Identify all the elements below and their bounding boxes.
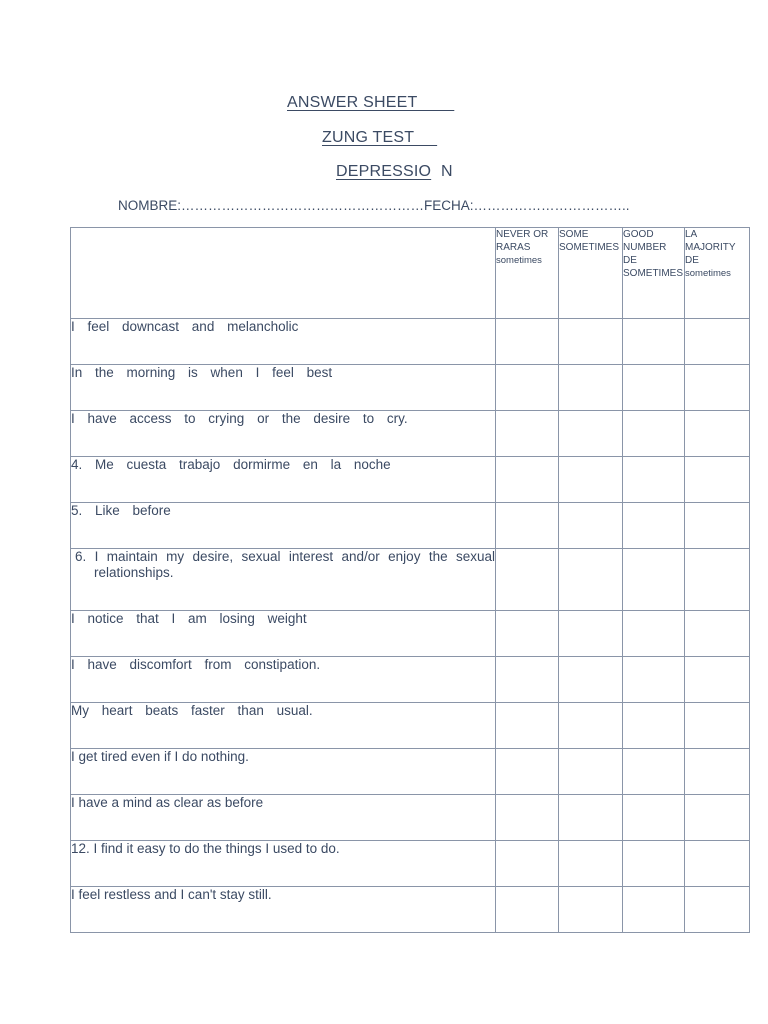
answer-cell-majority[interactable] bbox=[685, 503, 750, 549]
question-row bbox=[71, 795, 750, 841]
answer-cell-good-number[interactable] bbox=[623, 457, 685, 503]
question-row bbox=[71, 611, 750, 657]
question-text: I feel restless and I can't stay still. bbox=[71, 887, 496, 933]
answer-cell-never[interactable] bbox=[496, 365, 559, 411]
question-row bbox=[71, 749, 750, 795]
answer-cell-never[interactable] bbox=[496, 887, 559, 933]
answer-cell-majority[interactable] bbox=[685, 703, 750, 749]
answer-sheet-title: ANSWER SHEET bbox=[287, 94, 455, 111]
question-text: 6. I maintain my desire, sexual interest and/or enjoy the sexual relationships. bbox=[71, 549, 496, 611]
column-header-text: sometimes bbox=[496, 255, 542, 266]
answer-cell-good-number[interactable] bbox=[623, 319, 685, 365]
answer-cell-majority[interactable] bbox=[685, 457, 750, 503]
answer-cell-majority[interactable] bbox=[685, 365, 750, 411]
answer-cell-good-number[interactable] bbox=[623, 749, 685, 795]
answer-cell-never[interactable] bbox=[496, 319, 559, 365]
column-header-text: RARAS bbox=[496, 242, 531, 253]
answer-cell-some[interactable] bbox=[559, 703, 623, 749]
answer-cell-good-number[interactable] bbox=[623, 549, 685, 611]
answer-cell-some[interactable] bbox=[559, 503, 623, 549]
question-text: I notice that I am losing weight bbox=[71, 611, 496, 657]
answer-cell-some[interactable] bbox=[559, 611, 623, 657]
answer-cell-never[interactable] bbox=[496, 841, 559, 887]
question-row bbox=[71, 887, 750, 933]
answer-cell-majority[interactable] bbox=[685, 887, 750, 933]
column-header-some bbox=[559, 228, 623, 319]
answer-cell-good-number[interactable] bbox=[623, 657, 685, 703]
answer-cell-majority[interactable] bbox=[685, 549, 750, 611]
answer-cell-majority[interactable] bbox=[685, 841, 750, 887]
answer-cell-good-number[interactable] bbox=[623, 887, 685, 933]
answer-cell-majority[interactable] bbox=[685, 411, 750, 457]
column-header-text: GOOD bbox=[623, 229, 654, 240]
answer-cell-never[interactable] bbox=[496, 611, 559, 657]
question-text: I feel downcast and melancholic bbox=[71, 319, 496, 365]
answer-cell-good-number[interactable] bbox=[623, 503, 685, 549]
column-header-text: MAJORITY bbox=[685, 242, 736, 253]
column-header-good-number bbox=[623, 228, 685, 319]
question-row bbox=[71, 703, 750, 749]
answer-cell-never[interactable] bbox=[496, 411, 559, 457]
question-row bbox=[71, 549, 750, 611]
answer-cell-majority[interactable] bbox=[685, 319, 750, 365]
column-header-text: SOMETIMES bbox=[623, 268, 684, 279]
answer-cell-majority[interactable] bbox=[685, 749, 750, 795]
question-row bbox=[71, 457, 750, 503]
answer-cell-some[interactable] bbox=[559, 319, 623, 365]
depression-title-tail: N bbox=[441, 163, 453, 180]
question-text: I get tired even if I do nothing. bbox=[71, 749, 496, 795]
question-text: In the morning is when I feel best bbox=[71, 365, 496, 411]
answer-cell-never[interactable] bbox=[496, 795, 559, 841]
question-row bbox=[71, 657, 750, 703]
name-date-line: NOMBRE:………………………………………………FECHA:…………………………….. bbox=[118, 198, 630, 213]
column-header-never bbox=[496, 228, 559, 319]
answer-cell-majority[interactable] bbox=[685, 611, 750, 657]
answer-cell-never[interactable] bbox=[496, 703, 559, 749]
answer-cell-good-number[interactable] bbox=[623, 411, 685, 457]
zung-test-title: ZUNG TEST bbox=[322, 129, 438, 146]
question-header-cell bbox=[71, 228, 496, 319]
column-header-text: sometimes bbox=[685, 268, 731, 279]
column-header-majority bbox=[685, 228, 750, 319]
answer-cell-good-number[interactable] bbox=[623, 611, 685, 657]
answer-cell-good-number[interactable] bbox=[623, 841, 685, 887]
table-header-row bbox=[71, 228, 750, 319]
answer-cell-good-number[interactable] bbox=[623, 795, 685, 841]
answer-table bbox=[70, 227, 750, 933]
answer-cell-majority[interactable] bbox=[685, 795, 750, 841]
depression-title: DEPRESSIO bbox=[336, 163, 432, 180]
answer-cell-never[interactable] bbox=[496, 457, 559, 503]
column-header-text: NUMBER bbox=[623, 242, 667, 253]
answer-cell-some[interactable] bbox=[559, 549, 623, 611]
question-text: I have discomfort from constipation. bbox=[71, 657, 496, 703]
question-row bbox=[71, 503, 750, 549]
question-row bbox=[71, 411, 750, 457]
column-header-text: SOME bbox=[559, 229, 589, 240]
question-row bbox=[71, 841, 750, 887]
answer-cell-never[interactable] bbox=[496, 749, 559, 795]
column-header-text: SOMETIMES bbox=[559, 242, 620, 253]
answer-cell-never[interactable] bbox=[496, 657, 559, 703]
answer-cell-some[interactable] bbox=[559, 795, 623, 841]
answer-cell-some[interactable] bbox=[559, 841, 623, 887]
answer-cell-some[interactable] bbox=[559, 887, 623, 933]
answer-cell-majority[interactable] bbox=[685, 657, 750, 703]
question-text: 4. Me cuesta trabajo dormirme en la noche bbox=[71, 457, 496, 503]
column-header-text: NEVER OR bbox=[496, 229, 549, 240]
answer-cell-good-number[interactable] bbox=[623, 703, 685, 749]
answer-cell-some[interactable] bbox=[559, 657, 623, 703]
question-row bbox=[71, 365, 750, 411]
answer-cell-never[interactable] bbox=[496, 549, 559, 611]
question-text: My heart beats faster than usual. bbox=[71, 703, 496, 749]
column-header-text: LA bbox=[685, 229, 698, 240]
answer-cell-some[interactable] bbox=[559, 411, 623, 457]
answer-cell-never[interactable] bbox=[496, 503, 559, 549]
column-header-text: DE bbox=[623, 255, 637, 266]
answer-cell-good-number[interactable] bbox=[623, 365, 685, 411]
answer-cell-some[interactable] bbox=[559, 457, 623, 503]
question-text: I have access to crying or the desire to cry. bbox=[71, 411, 496, 457]
answer-cell-some[interactable] bbox=[559, 365, 623, 411]
question-text: 5. Like before bbox=[71, 503, 496, 549]
question-text: I have a mind as clear as before bbox=[71, 795, 496, 841]
column-header-text: DE bbox=[685, 255, 699, 266]
answer-cell-some[interactable] bbox=[559, 749, 623, 795]
question-row bbox=[71, 319, 750, 365]
question-text: 12. I find it easy to do the things I used to do. bbox=[71, 841, 496, 887]
